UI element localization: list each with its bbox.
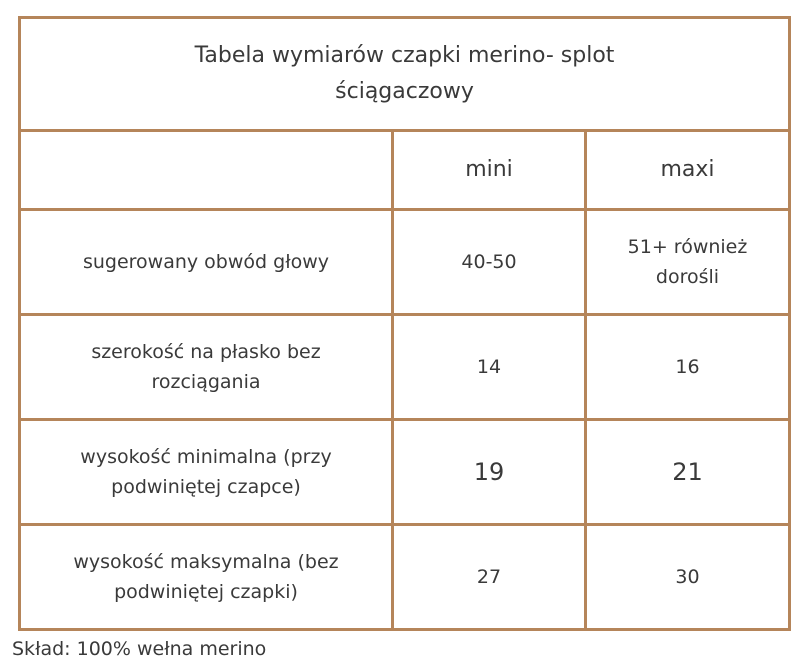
table-title: Tabela wymiarów czapki merino- splot ściągaczowy [20,18,790,131]
row-value-maxi: 51+ również dorośli [586,209,790,314]
row-value-mini: 40-50 [393,209,586,314]
size-table [18,16,791,631]
table-header-row [20,131,790,210]
table-title-row [20,18,790,131]
row-label-min-height: wysokość minimalna (przy podwiniętej czapce) [20,419,393,524]
header-mini: mini [393,131,586,210]
row-value-mini: 27 [393,524,586,629]
row-value-maxi: 16 [586,314,790,419]
table-row [20,314,790,419]
row-value-mini: 14 [393,314,586,419]
row-value-maxi: 30 [586,524,790,629]
row-value-mini: 19 [393,419,586,524]
composition-note: Skład: 100% wełna merino [12,638,267,660]
row-value-maxi: 21 [586,419,790,524]
row-label-head-circumference: sugerowany obwód głowy [20,209,393,314]
header-label-cell [20,131,393,210]
table-row [20,209,790,314]
row-label-max-height: wysokość maksymalna (bez podwiniętej czapki) [20,524,393,629]
table-row [20,524,790,629]
header-maxi: maxi [586,131,790,210]
row-label-flat-width: szerokość na płasko bez rozciągania [20,314,393,419]
table-row [20,419,790,524]
